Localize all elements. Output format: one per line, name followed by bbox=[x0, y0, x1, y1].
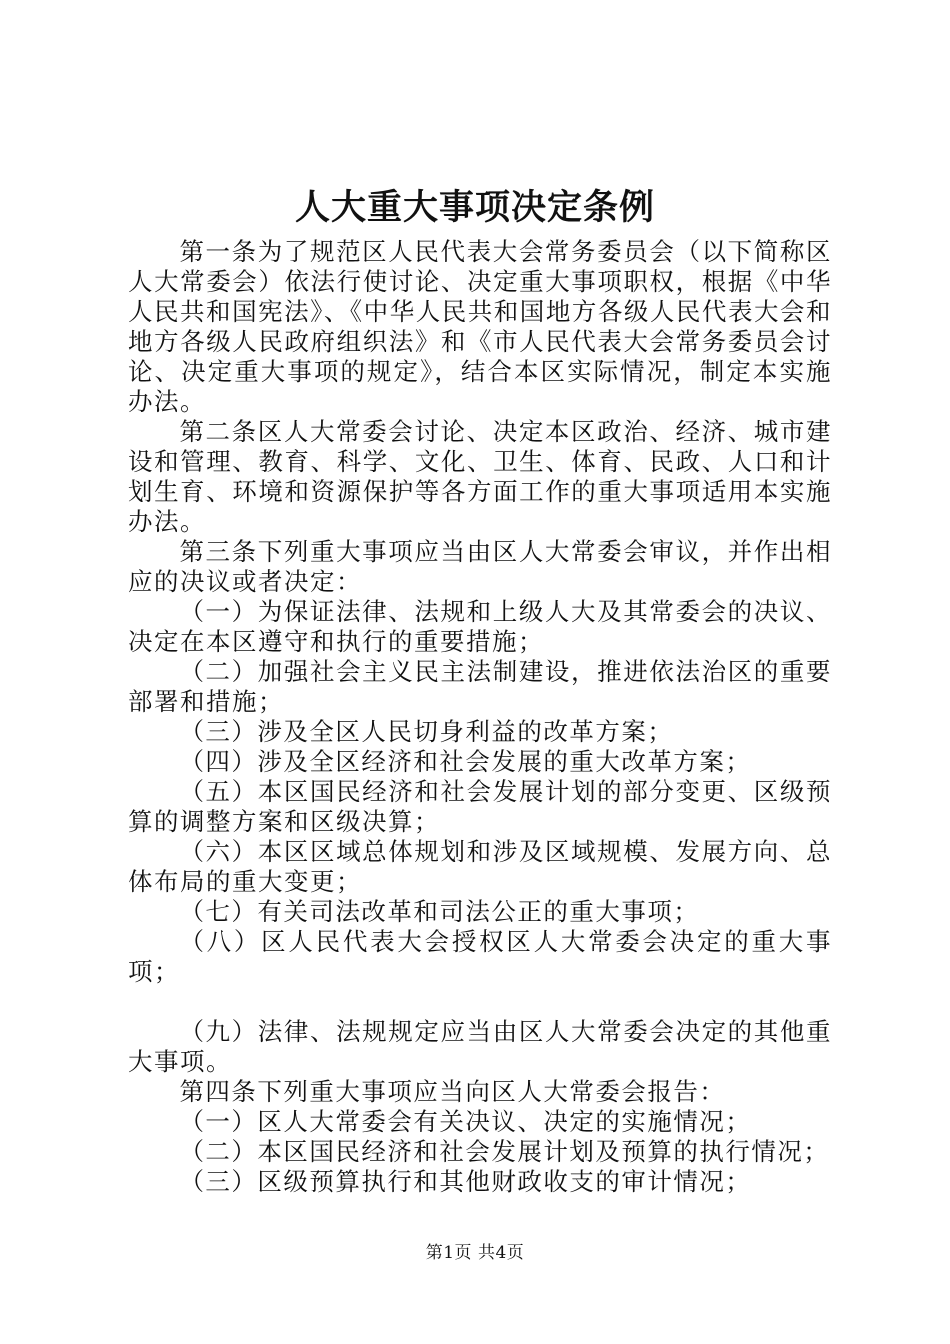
article-3: 第三条下列重大事项应当由区人大常委会审议，并作出相应的决议或者决定： bbox=[128, 537, 832, 596]
article-2: 第二条区人大常委会讨论、决定本区政治、经济、城市建设和管理、教育、科学、文化、卫生、体育、民政、人口和计划生育、环境和资源保护等各方面工作的重大事项适用本实施办法。 bbox=[128, 417, 832, 536]
article-4-item-2: （二）本区国民经济和社会发展计划及预算的执行情况； bbox=[179, 1137, 830, 1166]
article-3-item-5: （五）本区国民经济和社会发展计划的部分变更、区级预算的调整方案和区级决算； bbox=[128, 777, 832, 836]
article-3-item-3: （三）涉及全区人民切身利益的改革方案； bbox=[179, 717, 674, 746]
document-body bbox=[128, 237, 832, 1197]
article-3-item-1: （一）为保证法律、法规和上级人大及其常委会的决议、决定在本区遵守和执行的重要措施； bbox=[128, 597, 832, 656]
article-3-item-4: （四）涉及全区经济和社会发展的重大改革方案； bbox=[179, 747, 752, 776]
article-3-item-7: （七）有关司法改革和司法公正的重大事项； bbox=[179, 897, 700, 926]
document-title: 人大重大事项决定条例 bbox=[294, 187, 655, 228]
article-4: 第四条下列重大事项应当向区人大常委会报告： bbox=[179, 1077, 726, 1106]
article-3-item-9: （九）法律、法规规定应当由区人大常委会决定的其他重大事项。 bbox=[128, 1017, 832, 1076]
article-3-item-2: （二）加强社会主义民主法制建设，推进依法治区的重要部署和措施； bbox=[128, 657, 832, 716]
article-3-item-8: （八）区人民代表大会授权区人大常委会决定的重大事项； bbox=[128, 927, 832, 986]
article-4-item-3: （三）区级预算执行和其他财政收支的审计情况； bbox=[179, 1167, 752, 1196]
article-1: 第一条为了规范区人民代表大会常务委员会（以下简称区人大常委会）依法行使讨论、决定重大事项职权，根据《中华人民共和国宪法》、《中华人民共和国地方各级人民代表大会和地方各级人民政府组织法》和《市人民代表大会常务委员会讨论、决定重大事项的规定》，结合本区实际情况，制定本实施办法。 bbox=[128, 237, 832, 416]
page-number-footer: 第1页 共4页 bbox=[425, 1243, 525, 1263]
article-3-item-6: （六）本区区域总体规划和涉及区域规模、发展方向、总体布局的重大变更； bbox=[128, 837, 832, 896]
article-4-item-1: （一）区人大常委会有关决议、决定的实施情况； bbox=[179, 1107, 752, 1136]
